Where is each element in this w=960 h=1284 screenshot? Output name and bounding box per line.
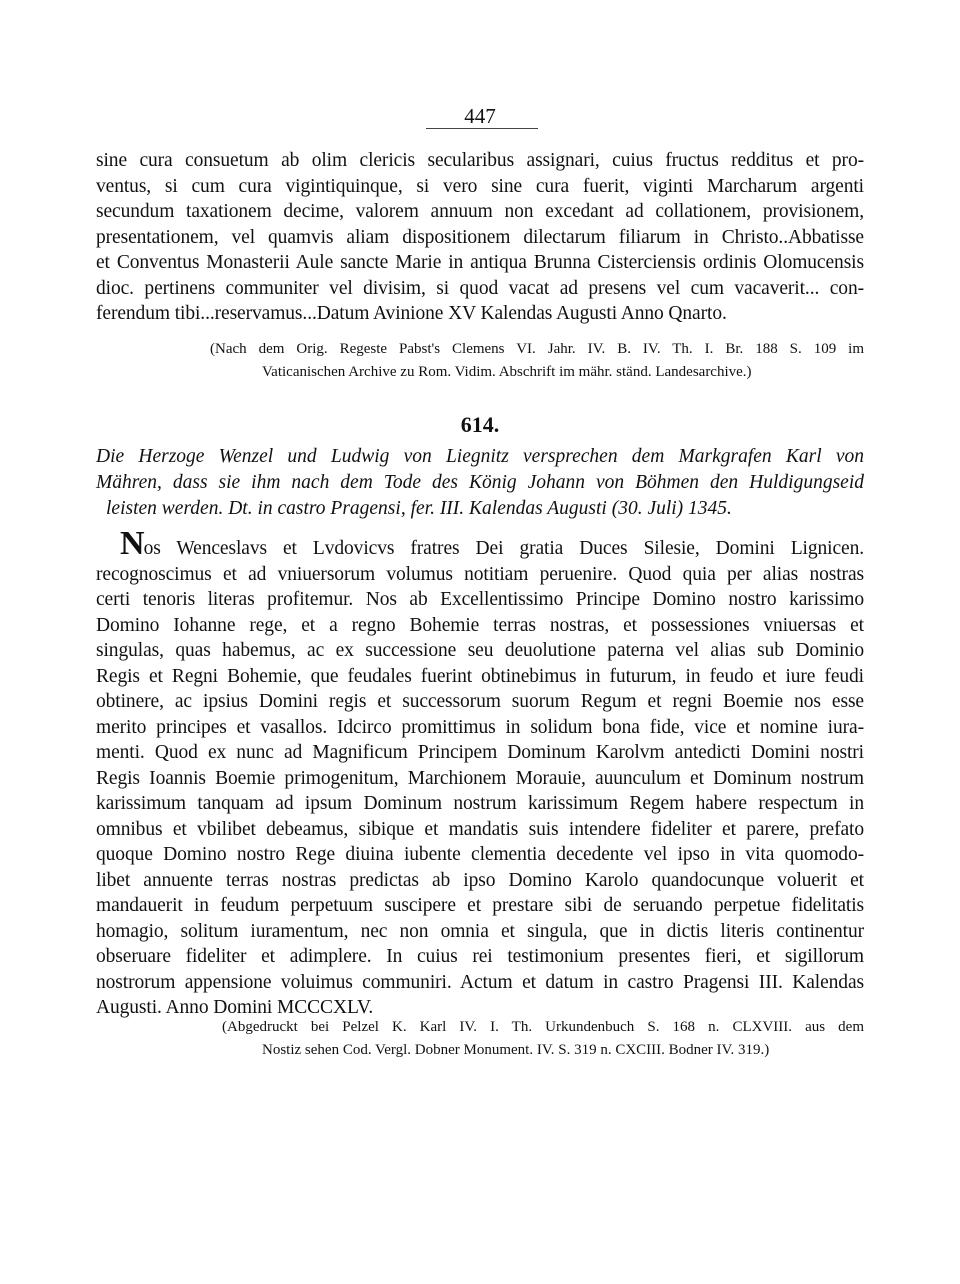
text-line: Regis Ioannis Boemie primogenitum, Marchionem Morauie, auunculum et Dominum nostrum [96,767,864,789]
text-line: merito principes et vasallos. Idcirco promittimus in solidum bona fide, vice et nomine iura- [96,716,864,738]
text-line: homagio, solitum iuramentum, nec non omnia et singula, que in dictis literis continentur [96,920,864,942]
text-line: Regis et Regni Bohemie, que feudales fuerint obtinebimus in futurum, in feudo et iure feudi [96,665,864,687]
summary-line: Die Herzoge Wenzel und Ludwig von Liegnitz versprechen dem Markgrafen Karl von [96,446,864,467]
text-line: Augusti. Anno Domini MCCCXLV. [96,997,374,1018]
text-line: menti. Quod ex nunc ad Magnificum Principem Dominum Karolvm antedicti Domini nostri [96,742,864,763]
text-line: nostrorum appensione voluimus communiri. Actum et datum in castro Pragensi III. Kalendas [96,971,864,993]
text-line: ventus, si cum cura vigintiquinque, si vero sine cura fuerit, viginti Marcharum argenti [96,175,864,197]
initial-letter: N [120,525,144,562]
text-line: omnibus et vbilibet debeamus, sibique et mandatis suis intendere fideliter et parere, prefato [96,818,864,840]
first-line [96,525,864,562]
text-line: presentationem, vel quamvis aliam dispositionem dilectarum filiarum in Christo..Abbatisse [96,226,864,248]
text-line: obtinere, ac ipsius Domini regis et successorum suorum Regum et regni Boemie nos esse [96,691,864,712]
prev-document-source-note [210,338,864,384]
text-line: dioc. pertinens communiter vel divisim, si quod vacat ad presens vel cum vacaverit... con- [96,277,864,299]
note-line: Nostiz sehen Cod. Vergl. Dobner Monument. IV. S. 319 n. CXCIII. Bodner IV. 319.) [262,1042,770,1058]
text-line: recognoscimus et ad vniuersorum volumus notitiam peruenire. Quod quia per alias nostras [96,563,864,585]
text-line: ferendum tibi...reservamus...Datum Avinione XV Kalendas Augusti Anno Qnarto. [96,303,727,324]
document-source-note [222,1016,864,1062]
text-line: mandauerit in feudum perpetuum suscipere et prestare sibi de seruando perpetue fidelitatis [96,895,864,916]
text-line: sine cura consuetum ab olim clericis secularibus assignari, cuius fructus redditus et pro- [96,150,864,171]
page-number-rule [426,128,538,129]
page-number: 447 [464,104,496,128]
text-line: quoque Domino nostro Rege diuina iubente clementia decedente vel ipso in vita quomodo- [96,844,864,865]
document-summary [96,444,864,522]
document-body [96,525,864,1021]
text-line: libet annuente terras nostras predictas ab ipso Domino Karolo quandocunque voluerit et [96,869,864,891]
text-line: secundum taxationem decime, valorem annuum non excedant ad collationem, provisionem, [96,201,864,222]
text-line: obseruare fideliter et adimplere. In cuius rei testimonium presentes fieri, et sigillorum [96,946,864,967]
text-line: certi tenoris literas profitemur. Nos ab Excellentissimo Principe Domino nostro karissimo [96,589,864,610]
document-number: 614. [460,412,500,437]
summary-line: Mähren, dass sie ihm nach dem Tode des König Johann von Böhmen den Huldigungseid [96,472,864,493]
note-line: Vaticanischen Archive zu Rom. Vidim. Abschrift im mähr. ständ. Landesarchive.) [262,364,752,380]
text-line: Domino Iohanne rege, et a regno Bohemie terras nostras, et possessiones vniuersas et [96,614,864,636]
text-line: singulas, quas habemus, ac ex successione seu deuolutione paterna vel alias sub Dominio [96,640,864,661]
first-line-text: os Wenceslavs et Lvdovicvs fratres Dei gratia Duces Silesie, Domini Lignicen. [143,538,864,559]
text-line: et Conventus Monasterii Aule sancte Marie in antiqua Brunna Cisterciensis ordinis Olomucensis [96,252,864,273]
note-line: (Nach dem Orig. Regeste Pabst's Clemens VI. Jahr. IV. B. IV. Th. I. Br. 188 S. 109 im [210,341,864,357]
text-line: karissimum tanquam ad ipsum Dominum nostrum karissimum Regem habere respectum in [96,793,864,814]
summary-line: leisten werden. Dt. in castro Pragensi, fer. III. Kalendas Augusti (30. Juli) 1345. [106,498,732,519]
note-line: (Abgedruckt bei Pelzel K. Karl IV. I. Th. Urkundenbuch S. 168 n. CLXVIII. aus dem [222,1019,864,1035]
prev-document-text [96,148,864,327]
